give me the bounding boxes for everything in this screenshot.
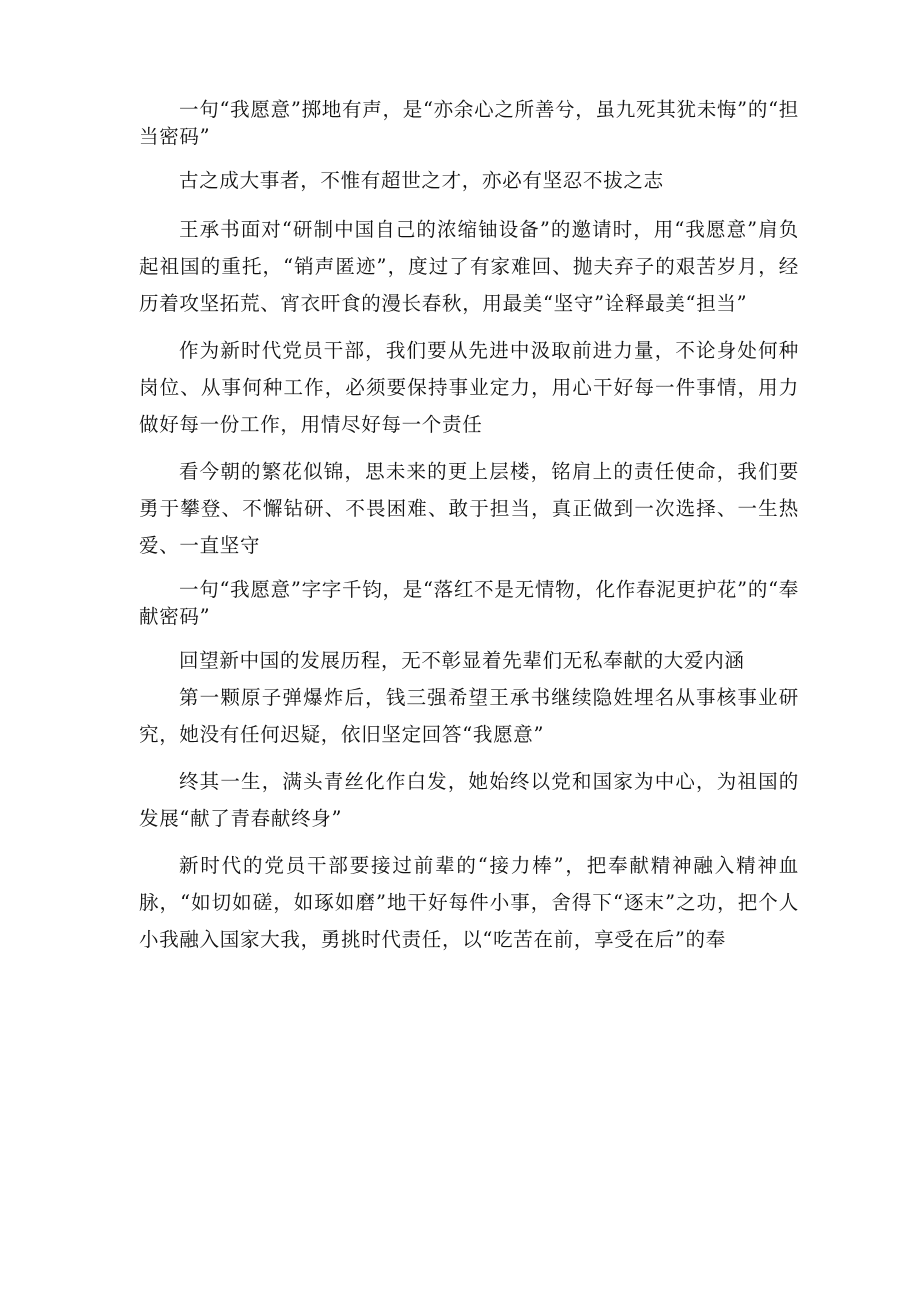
paragraph-10: 新时代的党员干部要接过前辈的“接力棒”，把奉献精神融入精神血脉，“如切如磋，如琢如磨”地干好每件小事，舍得下“逐末”之功，把个人小我融入国家大我，勇挑时代责任，以“吃苦在前，享受在后”的奉 [139,854,799,951]
paragraph-6: 一句“我愿意”字字千钧，是“落红不是无情物，化作春泥更护花”的“奉献密码” [139,578,799,628]
paragraph-5: 看今朝的繁花似锦，思未来的更上层楼，铭肩上的责任使命，我们要勇于攀登、不懈钻研、不畏困难、敢于担当，真正做到一次选择、一生热爱、一直坚守 [139,460,799,557]
paragraph-9: 终其一生，满头青丝化作白发，她始终以党和国家为中心，为祖国的发展“献了青春献终身” [139,770,799,830]
paragraph-1: 一句“我愿意”掷地有声，是“亦余心之所善兮，虽九死其犹未悔”的“担当密码” [139,98,799,148]
paragraph-2: 古之成大事者，不惟有超世之才，亦必有坚忍不拔之志 [179,169,664,192]
paragraph-8: 第一颗原子弹爆炸后，钱三强希望王承书继续隐姓埋名从事核事业研究，她没有任何迟疑，依旧坚定回答“我愿意” [139,686,799,746]
document-body [139,96,799,958]
paragraph-7: 回望新中国的发展历程，无不彰显着先辈们无私奉献的大爱内涵 [179,649,745,672]
paragraph-3: 王承书面对“研制中国自己的浓缩铀设备”的邀请时，用“我愿意”肩负起祖国的重托，“销声匿迹”，度过了有家难回、抛夫弃子的艰苦岁月，经历着攻坚拓荒、宵衣旰食的漫长春秋，用最美“坚守”诠释最美“担当” [139,218,799,315]
paragraph-4: 作为新时代党员干部，我们要从先进中汲取前进力量，不论身处何种岗位、从事何种工作，必须要保持事业定力，用心干好每一件事情，用力做好每一份工作，用情尽好每一个责任 [139,339,799,436]
